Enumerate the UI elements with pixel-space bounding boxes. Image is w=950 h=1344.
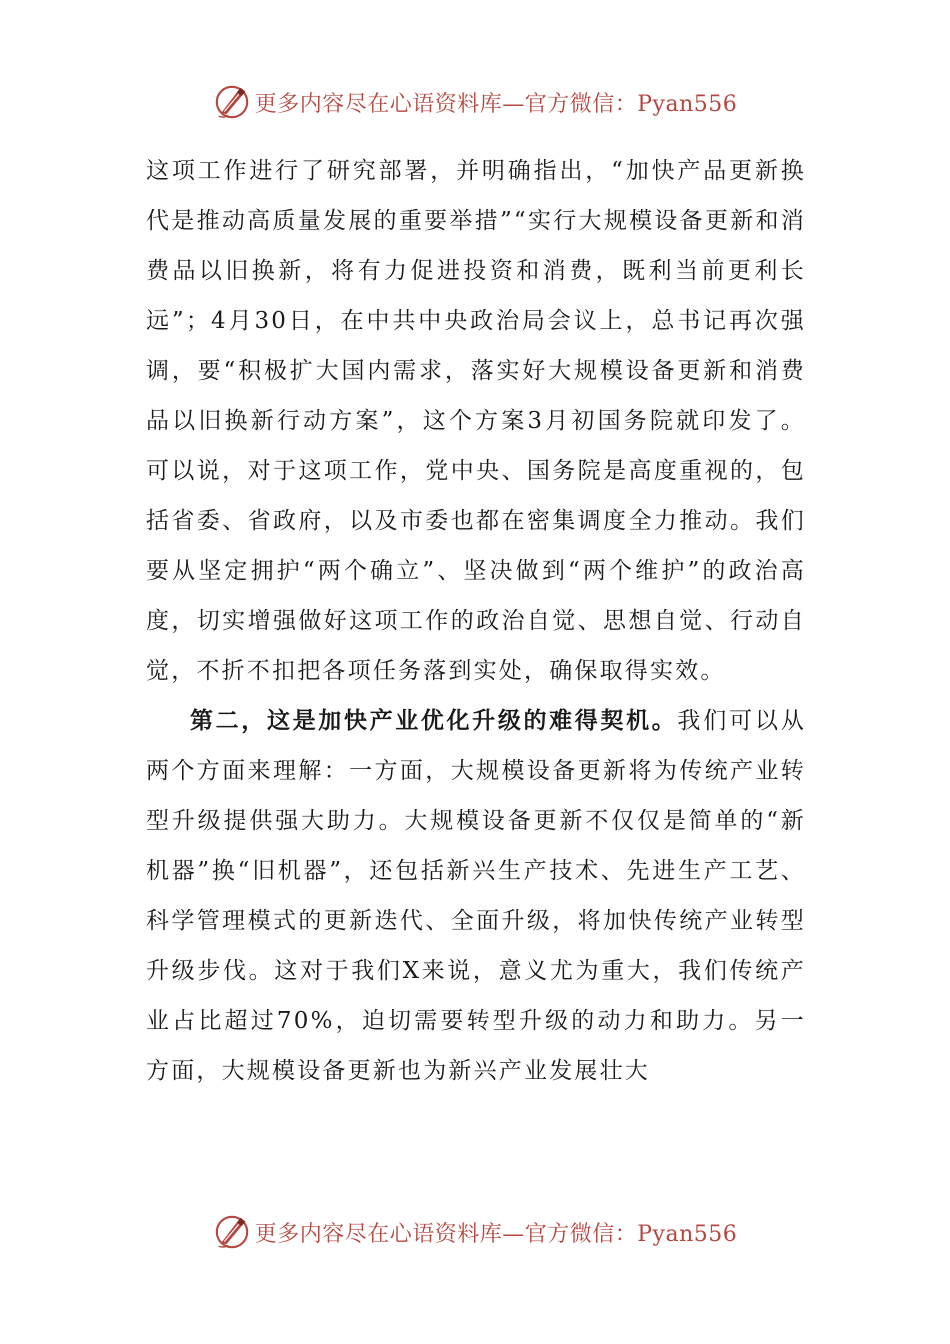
header-banner-text: 更多内容尽在心语资料库—官方微信：Pyan556 [254,91,738,117]
fountain-pen-logo-icon [213,1213,251,1251]
paragraph-1: 这项工作进行了研究部署，并明确指出，“加快产品更新换代是推动高质量发展的重要举措”“实行大规模设备更新和消费品以旧换新，将有力促进投资和消费，既利当前更利长远”；4月30日，在中共中央政治局会议上，总书记再次强调，要“积极扩大国内需求，落实好大规模设备更新和消费品以旧换新行动方案”，这个方案3月初国务院就印发了。可以说，对于这项工作，党中央、国务院是高度重视的，包括省委、省政府，以及市委也都在密集调度全力推动。我们要从坚定拥护“两个确立”、坚决做到“两个维护”的政治高度，切实增强做好这项工作的政治自觉、思想自觉、行动自觉，不折不扣把各项任务落到实处，确保取得实效。 [146,158,806,684]
paragraph-2 [146,696,806,1096]
paragraph-2-heading: 第二，这是加快产业优化升级的难得契机。 [190,708,678,734]
footer-banner [0,1212,950,1252]
paragraph-2-text: 我们可以从两个方面来理解：一方面，大规模设备更新将为传统产业转型升级提供强大助力。大规模设备更新不仅仅是简单的“新机器”换“旧机器”，还包括新兴生产技术、先进生产工艺、科学管理模式的更新迭代、全面升级，将加快传统产业转型升级步伐。这对于我们X来说，意义尤为重大，我们传统产业占比超过70%，迫切需要转型升级的动力和助力。另一方面，大规模设备更新也为新兴产业发展壮大 [146,708,807,1084]
fountain-pen-logo-icon [213,83,251,121]
document-body [146,146,806,1096]
header-banner [0,82,950,122]
footer-banner-text: 更多内容尽在心语资料库—官方微信：Pyan556 [254,1221,738,1247]
